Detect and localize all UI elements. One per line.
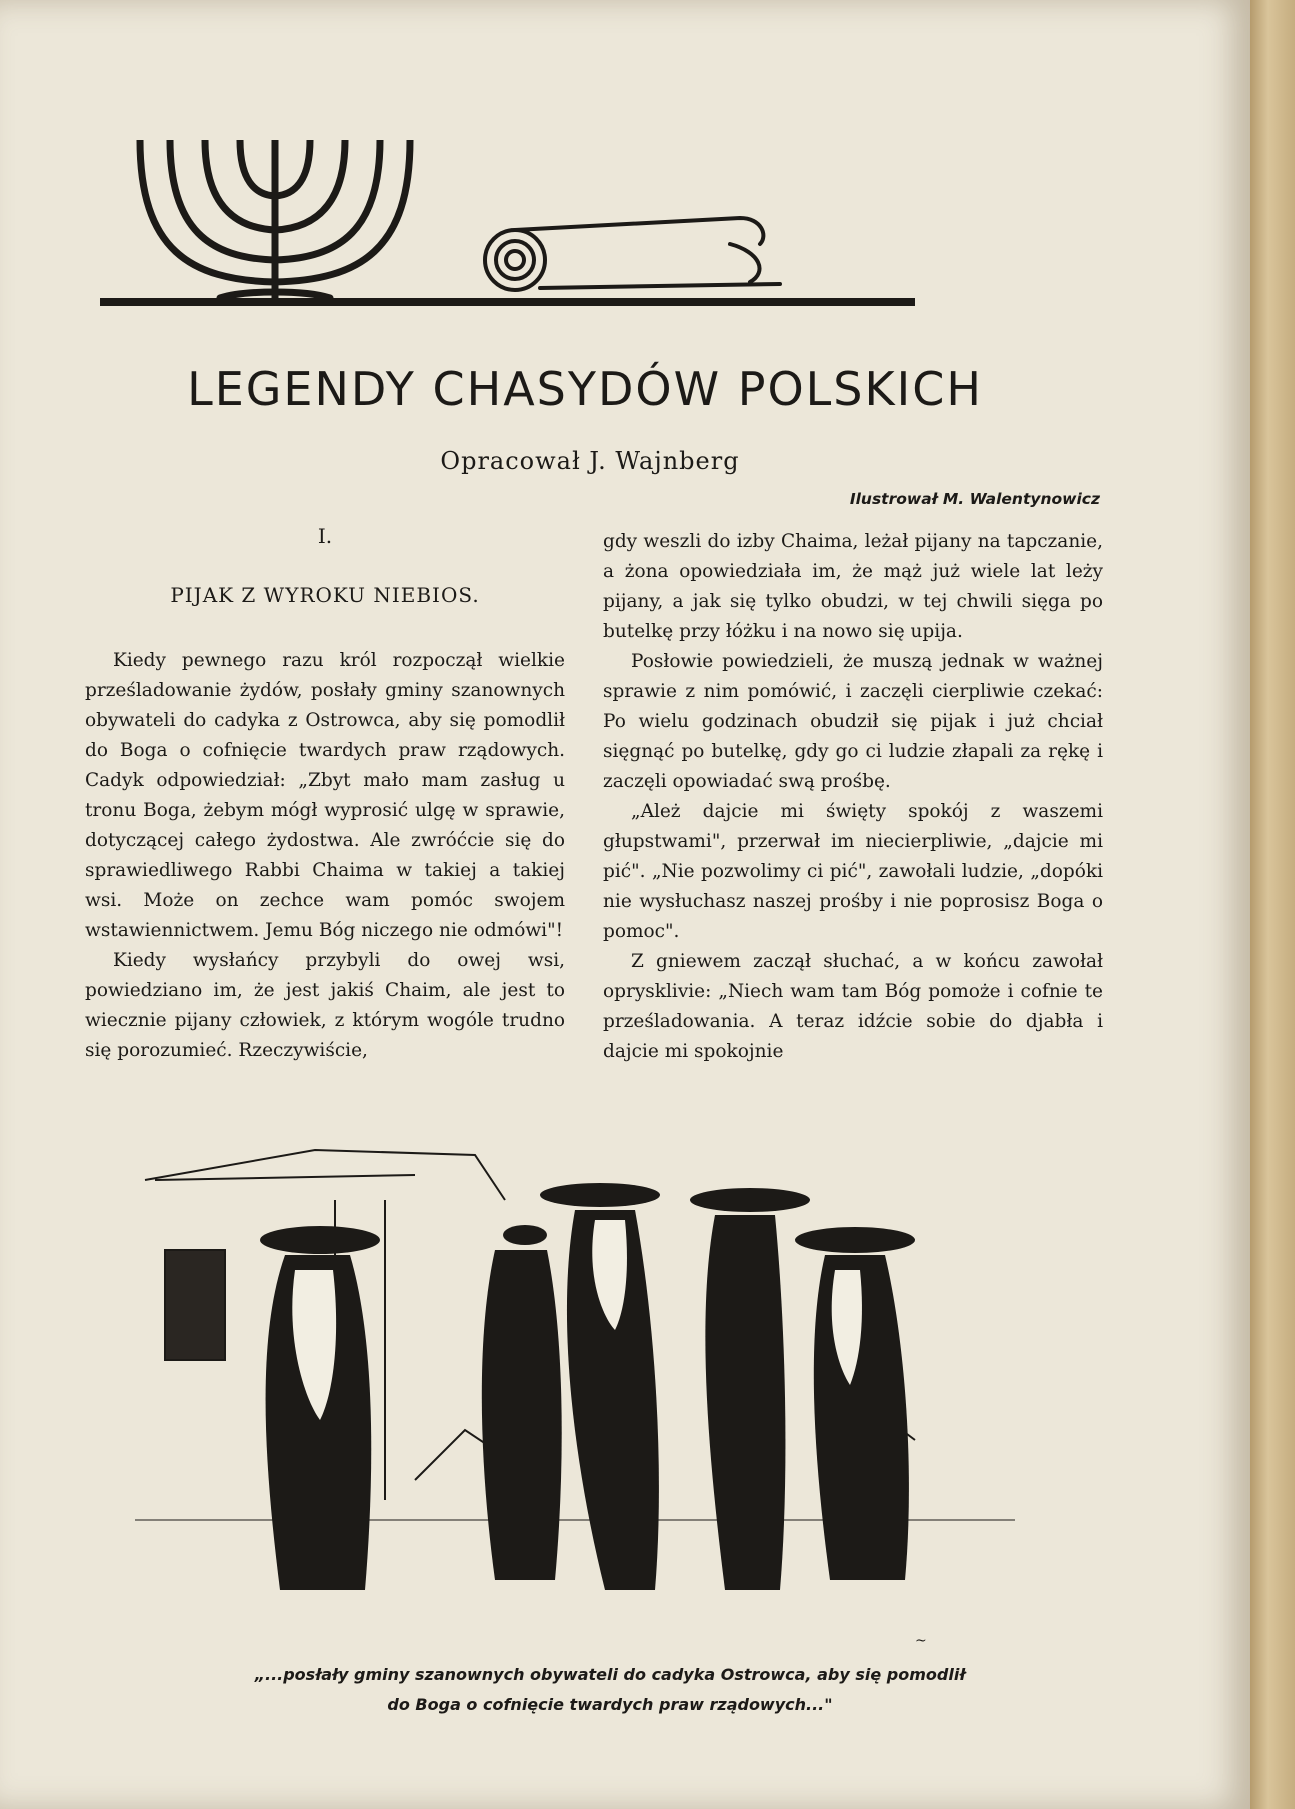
illustration-caption <box>110 1660 1110 1720</box>
caption-line: do Boga o cofnięcie twardych praw rządowych..." <box>387 1695 833 1714</box>
house-roof <box>145 1150 505 1200</box>
menorah-scroll-emblem <box>100 140 1060 355</box>
illustration-hasidim-delegation <box>135 1140 1040 1660</box>
artist-signature: ~ <box>915 1633 927 1649</box>
illustrator-credit: Ilustrował M. Walentynowicz <box>849 490 1100 508</box>
paragraph: Kiedy wysłańcy przybyli do owej wsi, powiedziano im, że jest jakiś Chaim, ale jest to wiecznie pijany człowiek, z którym wogóle trudno się porozumieć. Rzeczywiście, <box>85 950 565 1061</box>
scroll-icon <box>485 218 780 290</box>
house-window <box>165 1250 225 1360</box>
text-column-left <box>85 646 565 1066</box>
section-title: PIJAK Z WYROKU NIEBIOS. <box>170 583 480 607</box>
series-title: LEGENDY CHASYDÓW POLSKICH <box>187 362 983 416</box>
paragraph: Z gniewem zaczął słuchać, a w końcu zawołał oprysklivie: „Niech wam tam Bóg pomoże i cofnie te prześladowania. A teraz idźcie sobie do djabła i dajcie mi spokojnie <box>603 951 1103 1062</box>
author-byline: Opracował J. Wajnberg <box>440 447 740 475</box>
section-number: I. <box>317 524 333 548</box>
paragraph: Posłowie powiedzieli, że muszą jednak w ważnej sprawie z nim pomówić, i zaczęli cierpliwie czekać: Po wielu godzinach obudził się pijak i już chciał sięgnąć po butelkę, gdy go ci ludzie złapali za rękę i zaczęli opowiadać swą prośbę. <box>603 651 1103 792</box>
paragraph: Kiedy pewnego razu król rozpoczął wielkie prześladowanie żydów, posłały gminy szanownych obywateli do cadyka z Ostrowca, aby się pomodlił do Boga o cofnięcie twardych praw rządowych. Cadyk odpowiedział: „Zbyt mało mam zasług u tronu Boga, żebym mógł wyprosić ulgę w sprawie, dotyczącej całego żydostwa. Ale zwróćcie się do sprawiedliwego Rabbi Chaima w takiej a takiej wsi. Może on zechce wam pomóc swojem wstawiennictwem. Jemu Bóg niczego nie odmówi"! <box>85 650 565 941</box>
masthead-rule <box>100 298 915 306</box>
text-column-right <box>603 527 1103 1067</box>
paragraph: gdy weszli do izby Chaima, leżał pijany na tapczanie, a żona opowiedziała im, że mąż już wiele lat leży pijany, a jak się tylko obudzi, w tej chwili sięga po butelkę przy łóżku i na nowo się upija. <box>603 531 1103 642</box>
page-edge <box>1250 0 1295 1809</box>
caption-line: „...posłały gminy szanownych obywateli do cadyka Ostrowca, aby się pomodlił <box>254 1665 966 1684</box>
figures <box>260 1183 915 1590</box>
paragraph: „Ależ dajcie mi święty spokój z waszemi głupstwami", przerwał im niecierpliwie, „dajcie mi pić". „Nie pozwolimy ci pić", zawołali ludzie, „dopóki nie wysłuchasz naszej prośby i nie poprosisz Boga o pomoc". <box>603 801 1103 942</box>
